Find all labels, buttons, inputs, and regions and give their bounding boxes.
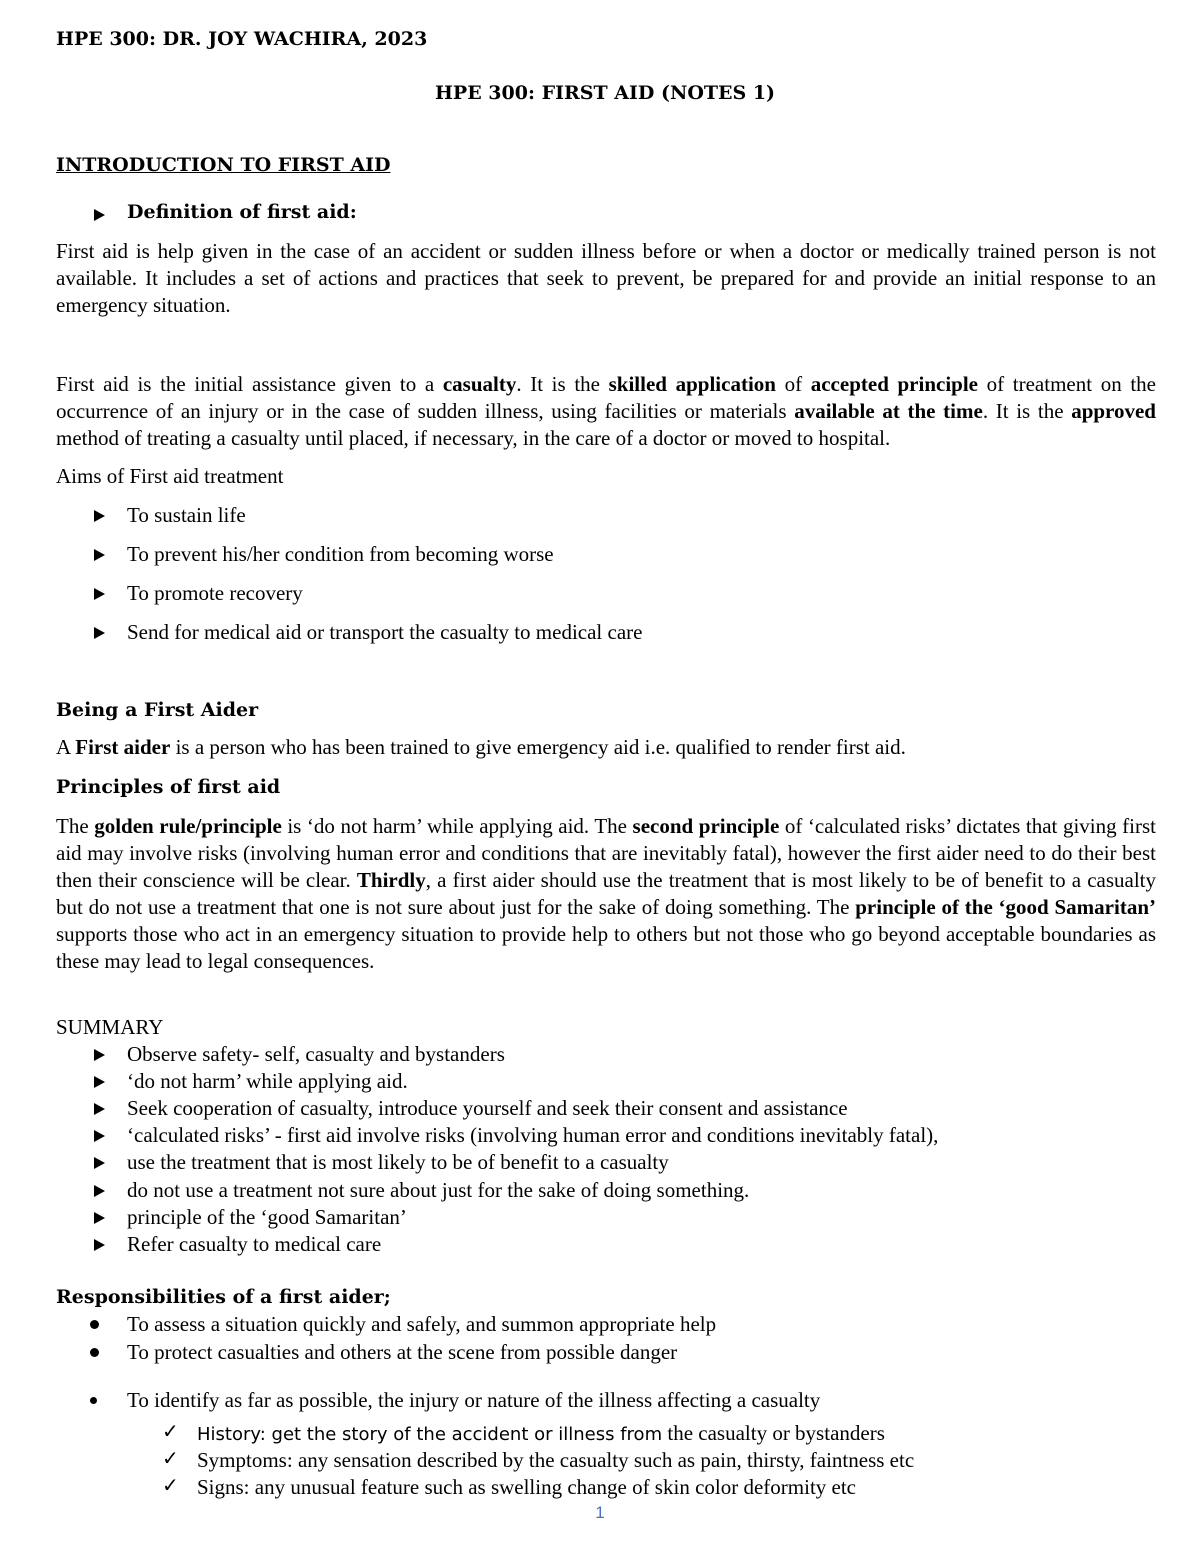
summary-item: Observe safety- self, casualty and bystanders [0,1041,1200,1068]
checkmark-icon: ✓ [162,1446,179,1470]
definition-item [0,201,1200,228]
triangle-bullet-icon [94,1185,105,1197]
page-number: 1 [595,1503,605,1522]
summary-item: do not use a treatment not sure about just for the sake of doing something. [0,1177,1200,1204]
round-bullet-icon [90,1320,99,1329]
aims-item: Send for medical aid or transport the casualty to medical care [0,619,1200,646]
definition-paragraph: First aid is help given in the case of an accident or sudden illness before or when a doctor or medically trained person is not available. It includes a set of actions and practices that seek to prevent, be prepared for and provide an initial response to an emergency situation. [56,239,1156,317]
triangle-bullet-icon [94,549,105,561]
summary-item: use the treatment that is most likely to be of benefit to a casualty [0,1149,1200,1176]
responsibility-item: To identify as far as possible, the injury or nature of the illness affecting a casualty [0,1387,1200,1414]
principles-heading: Principles of first aid [56,776,281,798]
round-bullet-icon [90,1348,99,1357]
triangle-bullet-icon [94,1157,105,1169]
responsibility-sub-item: ✓ Signs: any unusual feature such as swelling change of skin color deformity etc [162,1473,856,1499]
aims-item: To sustain life [0,502,1200,529]
responsibility-sub-item: ✓ Symptoms: any sensation described by the casualty such as pain, thirsty, faintness etc [162,1446,915,1472]
aims-item: To promote recovery [0,580,1200,607]
aims-heading: Aims of First aid treatment [56,464,284,488]
triangle-bullet-icon [94,1103,105,1115]
round-bullet-icon [90,1397,97,1404]
triangle-bullet-icon [94,209,105,221]
summary-item: principle of the ‘good Samaritan’ [0,1204,1200,1231]
triangle-bullet-icon [94,588,105,600]
checkmark-icon: ✓ [162,1473,179,1497]
summary-heading: SUMMARY [56,1015,164,1039]
responsibility-item: To protect casualties and others at the scene from possible danger [0,1339,1200,1366]
triangle-bullet-icon [94,1239,105,1251]
summary-item: ‘calculated risks’ - first aid involve risks (involving human error and conditions inevitably fatal), [0,1122,1200,1149]
triangle-bullet-icon [94,627,105,639]
principles-paragraph: The golden rule/principle is ‘do not harm’ while applying aid. The second principle of ‘calculated risks’ dictates that giving first aid may involve risks (involving human error and conditions that are inevitably fatal), however the first aider need to do their best then their conscience will be clear. Thirdly, a first aider should use the treatment that is most likely to be of benefit to a casualty but do not use a treatment that one is not sure about just for the sake of doing something. The principle of the ‘good Samaritan’ supports those who act in an emergency situation to provide help to others but not those who go beyond acceptable boundaries as these may lead to legal consequences. [56,814,1156,973]
checkmark-icon: ✓ [162,1419,179,1443]
triangle-bullet-icon [94,510,105,522]
triangle-bullet-icon [94,1076,105,1088]
summary-item: Seek cooperation of casualty, introduce yourself and seek their consent and assistance [0,1095,1200,1122]
responsibility-sub-item: ✓ History: get the story of the accident or illness from the casualty or bystanders [162,1419,885,1445]
triangle-bullet-icon [94,1049,105,1061]
responsibility-item: To assess a situation quickly and safely, and summon appropriate help [0,1311,1200,1338]
triangle-bullet-icon [94,1130,105,1142]
aims-item: To prevent his/her condition from becoming worse [0,541,1200,568]
summary-item: ‘do not harm’ while applying aid. [0,1068,1200,1095]
first-aider-paragraph: A First aider is a person who has been trained to give emergency aid i.e. qualified to render first aid. [56,735,906,759]
running-header: HPE 300: DR. JOY WACHIRA, 2023 [56,28,428,50]
triangle-bullet-icon [94,1212,105,1224]
first-aider-heading: Being a First Aider [56,699,259,721]
summary-item: Refer casualty to medical care [0,1231,1200,1258]
intro-heading: INTRODUCTION TO FIRST AID [56,154,391,176]
responsibilities-heading: Responsibilities of a first aider; [56,1286,391,1308]
document-title: HPE 300: FIRST AID (NOTES 1) [434,82,776,104]
assistance-paragraph: First aid is the initial assistance given to a casualty. It is the skilled application of accepted principle of treatment on the occurrence of an injury or in the case of sudden illness, using facilities or materials available at the time. It is the approved method of treating a casualty until placed, if necessary, in the care of a doctor or moved to hospital. [56,372,1156,450]
definition-label: Definition of first aid: [127,201,357,223]
